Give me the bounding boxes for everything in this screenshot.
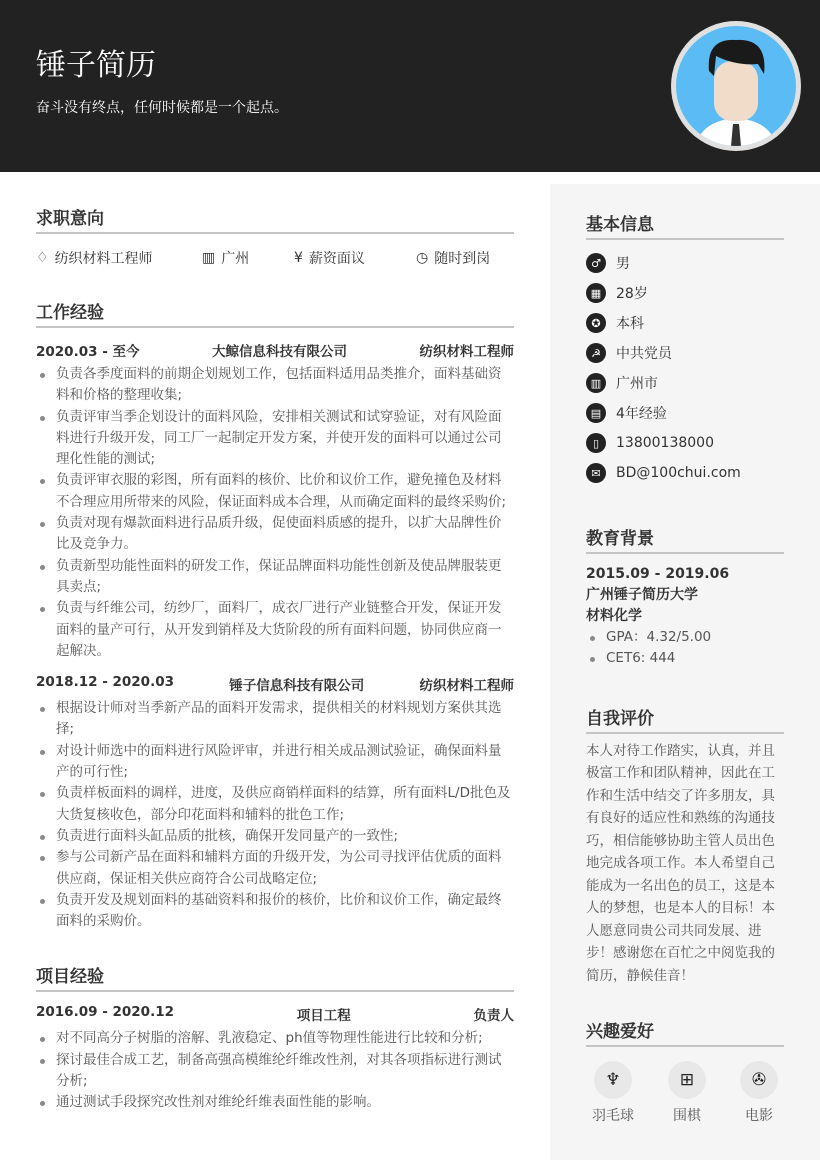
info-text: 男 xyxy=(616,256,630,272)
project-role: 负责人 xyxy=(473,1008,514,1025)
hobby-item xyxy=(592,1061,634,1125)
list-item: 负责与纤维公司，纺纱厂，面料厂，成衣厂进行产业链整合开发，保证开发面料的量产可行，从开发到销样及大货阶段的所有面料问题，协同供应商一起解决。 xyxy=(36,598,514,662)
job-entry xyxy=(36,674,514,932)
project-name: 项目工程 xyxy=(296,1008,351,1025)
list-item: 对不同高分子树脂的溶解、乳液稳定、ph值等物理性能进行比较和分析; xyxy=(36,1028,514,1049)
list-item: 探讨最佳合成工艺，制备高强高模维纶纤维改性剂，对其各项指标进行测试分析; xyxy=(36,1050,514,1093)
list-item: 负责进行面料头缸品质的批核，确保开发同量产的一致性; xyxy=(36,826,514,847)
info-text: 广州市 xyxy=(616,376,658,392)
hobby-label: 羽毛球 xyxy=(592,1108,634,1125)
section-title-project: 项目经验 xyxy=(36,962,514,992)
project-date: 2016.09 - 2020.12 xyxy=(36,1004,174,1021)
motto: 奋斗没有终点，任何时候都是一个起点。 xyxy=(36,100,288,116)
intent-item xyxy=(416,248,490,268)
list-item: 负责各季度面料的前期企划规划工作，包括面料适用品类推介，面料基础资料和价格的整理收集; xyxy=(36,364,514,407)
intent-text: 薪资面议 xyxy=(308,251,365,267)
film-reel-icon: ✇ xyxy=(740,1061,778,1099)
phone-icon: ▯ xyxy=(586,433,606,453)
self-evaluation: 本人对待工作踏实，认真，并且极富工作和团队精神，因此在工作和生活中结交了许多朋友，具有良好的适应性和熟练的沟通技巧，相信能够协助主管人员出色地完成各项工作。本人希望自己能成为一名出色的员工，这是本人的梦想，也是本人的目标！本人愿意同贵公司共同发展、进步！感谢您在百忙之中阅览我的简历，静候佳音！ xyxy=(586,742,775,984)
hobby-label: 围棋 xyxy=(673,1108,701,1125)
info-text: 4年经验 xyxy=(616,406,667,422)
list-item: 负责评审衣服的彩图，所有面料的核价、比价和议价工作，避免撞色及材料不合理应用所带来的风险，保证面料成本合理，从而确定面料的最终采购价; xyxy=(36,470,514,513)
job-role: 纺织材料工程师 xyxy=(419,344,514,360)
basic-info-list xyxy=(586,248,784,488)
list-item: 根据设计师对当季新产品的面料开发需求，提供相关的材料规划方案供其选择; xyxy=(36,698,514,741)
hobby-label: 电影 xyxy=(745,1108,773,1125)
section-title-intent: 求职意向 xyxy=(36,204,514,234)
section-title-hobbies: 兴趣爱好 xyxy=(586,1017,784,1047)
info-item xyxy=(586,248,784,278)
info-text: 本科 xyxy=(616,316,644,332)
job-company: 锤子信息科技有限公司 xyxy=(229,678,365,695)
info-text: 中共党员 xyxy=(616,346,672,362)
job-intent xyxy=(36,248,514,268)
section-title-work: 工作经验 xyxy=(36,298,514,328)
list-item: 通过测试手段探究改性剂对维纶纤维表面性能的影响。 xyxy=(36,1092,514,1113)
list-item: GPA：4.32/5.00 xyxy=(586,627,784,648)
job-company: 大鲸信息科技有限公司 xyxy=(212,344,347,360)
intent-text: 纺织材料工程师 xyxy=(54,251,153,267)
intent-item xyxy=(36,248,202,268)
edu-school: 广州锤子简历大学 xyxy=(586,587,698,603)
edu-major: 材料化学 xyxy=(586,608,642,624)
info-item xyxy=(586,308,784,338)
section-title-basic: 基本信息 xyxy=(586,210,784,240)
intent-item xyxy=(202,248,294,268)
gender-icon: ♂ xyxy=(586,253,606,273)
list-item: 负责对现有爆款面料进行品质升级，促使面料质感的提升，以扩大品牌性价比及竞争力。 xyxy=(36,513,514,556)
header xyxy=(0,0,820,172)
building-icon: ▥ xyxy=(202,250,216,266)
section-title-evaluation: 自我评价 xyxy=(586,704,784,734)
list-item: 负责新型功能性面料的研发工作，保证品牌面料功能性创新及使品牌服装更具卖点; xyxy=(36,556,514,599)
info-item xyxy=(586,398,784,428)
list-item: CET6: 444 xyxy=(586,648,784,669)
info-text: 13800138000 xyxy=(616,435,714,451)
info-item xyxy=(586,458,784,488)
section-title-education: 教育背景 xyxy=(586,524,784,554)
list-item: 负责样板面料的调样，进度，及供应商销样面料的结算，所有面料L/D批色及大货复核收色，部分印花面料和辅料的批色工作; xyxy=(36,783,514,826)
clock-icon: ◷ xyxy=(416,250,429,266)
yen-icon: ¥ xyxy=(294,250,303,266)
info-item xyxy=(586,368,784,398)
info-text: 28岁 xyxy=(616,286,648,302)
info-item xyxy=(586,278,784,308)
list-item: 参与公司新产品在面料和辅料方面的升级开发，为公司寻找评估优质的面料供应商，保证相关供应商符合公司战略定位; xyxy=(36,847,514,890)
education-entry xyxy=(586,564,784,670)
list-item: 对设计师选中的面料进行风险评审，并进行相关成品测试验证，确保面料量产的可行性; xyxy=(36,741,514,784)
intent-item xyxy=(294,248,416,268)
intent-text: 随时到岗 xyxy=(434,251,491,267)
hobby-item xyxy=(740,1061,778,1125)
project-entry xyxy=(36,1004,514,1113)
edu-date: 2015.09 - 2019.06 xyxy=(586,566,730,582)
info-text: BD@100chui.com xyxy=(616,465,741,481)
calendar-icon: ▦ xyxy=(586,283,606,303)
info-item xyxy=(586,428,784,458)
graduation-cap-icon: ✪ xyxy=(586,313,606,333)
city-icon: ▥ xyxy=(586,373,606,393)
intent-text: 广州 xyxy=(221,251,250,267)
hobby-item xyxy=(668,1061,706,1125)
tie-icon: ♢ xyxy=(36,250,49,266)
list-item: 负责开发及规划面料的基础资料和报价的核价，比价和议价工作，确定最终面料的采购价。 xyxy=(36,890,514,933)
hobby-list xyxy=(586,1061,784,1125)
job-date: 2018.12 - 2020.03 xyxy=(36,674,174,691)
party-icon: ☭ xyxy=(586,343,606,363)
resume-name: 锤子简历 xyxy=(36,48,156,83)
info-item xyxy=(586,338,784,368)
badminton-icon: ♆ xyxy=(594,1061,632,1099)
main-column xyxy=(36,184,514,1114)
mail-icon: ✉ xyxy=(586,463,606,483)
job-entry xyxy=(36,340,514,662)
job-role: 纺织材料工程师 xyxy=(419,678,514,695)
job-date: 2020.03 - 至今 xyxy=(36,344,140,360)
avatar xyxy=(671,21,801,151)
sidebar xyxy=(550,184,820,1160)
clipboard-icon: ▤ xyxy=(586,403,606,423)
list-item: 负责评审当季企划设计的面料风险，安排相关测试和试穿验证，对有风险面料进行升级开发，同工厂一起制定开发方案，并使开发的面料可以通过公司理化性能的测试; xyxy=(36,407,514,471)
go-board-icon: ⊞ xyxy=(668,1061,706,1099)
